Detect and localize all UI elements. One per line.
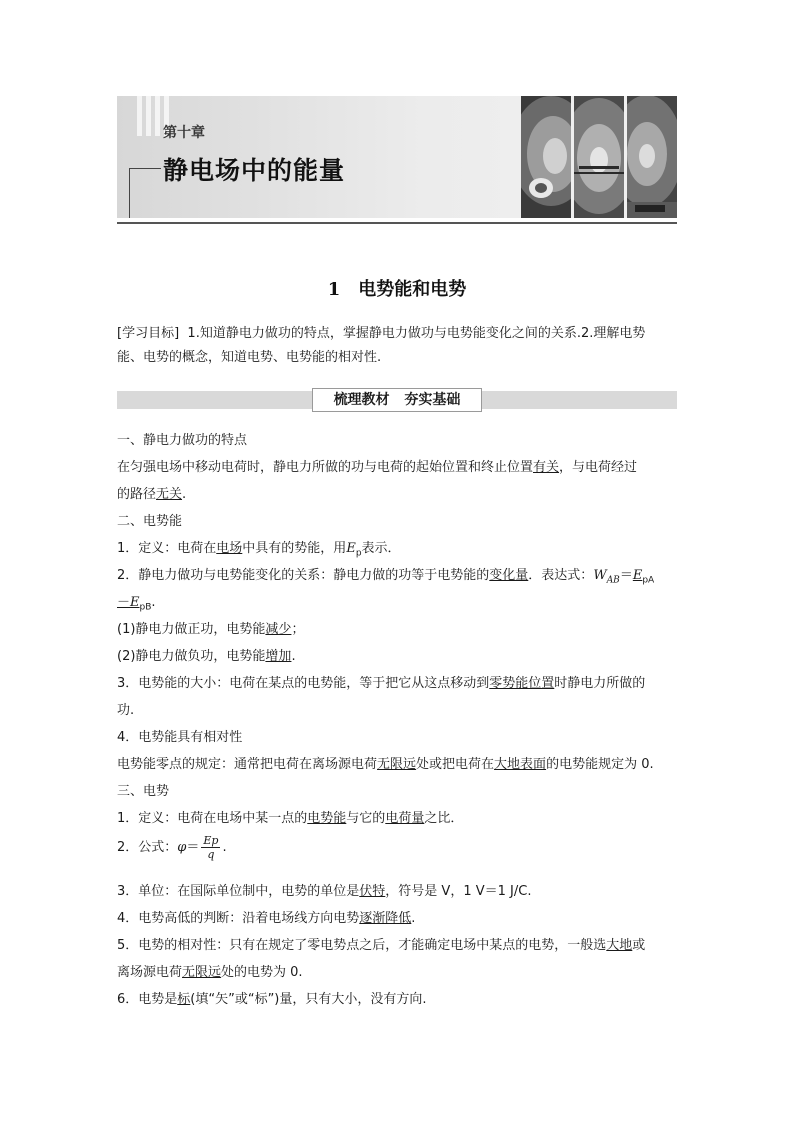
banner-bottom-rule — [117, 222, 677, 224]
answer-bianhualiang: 变化量 — [489, 568, 529, 583]
answer-biao: 标 — [177, 992, 191, 1007]
answer-dianshineng: 电势能 — [307, 811, 347, 826]
def-3-line-1: 3．电势能的大小：电荷在某点的电势能，等于把它从这点移动到零势能位置时静电力所做的 — [117, 676, 646, 691]
section-title-text: 电势能和电势 — [358, 279, 467, 300]
learning-objectives — [117, 322, 677, 370]
pot-def-6: 6．电势是标(填“矢”或“标”)量，只有大小，没有方向. — [117, 992, 427, 1007]
chapter-title: 静电场中的能量 — [163, 156, 346, 185]
answer-dadibiaomian: 大地表面 — [494, 757, 547, 772]
tunnel-photo-3 — [627, 96, 677, 218]
bar-label: 梳理教材 夯实基础 — [312, 388, 482, 412]
answer-zengjia: 增加 — [265, 649, 292, 664]
def-2-line-2: $-E_{pB}$. — [117, 595, 156, 613]
answer-zhujianjiangdi: 逐渐降低 — [359, 911, 412, 926]
pot-def-2: 2．公式：φ＝ $\frac{Ep}{q}$ . — [117, 834, 227, 861]
pot-def-4: 4．电势高低的判断：沿着电场线方向电势逐渐降低. — [117, 911, 416, 926]
heading-3: 三、电势 — [117, 784, 170, 799]
objectives-line-1: 1.知道静电力做功的特点，掌握静电力做功与电势能变化之间的关系.2.理解电势 — [187, 326, 646, 341]
answer-jianshao: 减少 — [265, 622, 292, 637]
heading-2: 二、电势能 — [117, 514, 183, 529]
answer-wuguan: 无关 — [156, 487, 183, 502]
answer-diangheliang: 电荷量 — [385, 811, 425, 826]
p1-line-1: 在匀强电场中移动电荷时，静电力所做的功与电荷的起始位置和终止位置有关，与电荷经过 — [117, 460, 638, 475]
banner-rule-horizontal — [129, 168, 161, 169]
section-title — [0, 275, 794, 301]
pot-def-1: 1．定义：电荷在电场中某一点的电势能与它的电荷量之比． — [117, 811, 464, 826]
answer-epb: $-E_{pB}$ — [117, 595, 152, 613]
section-number: 1 — [327, 279, 341, 300]
pot-def-3: 3．单位：在国际单位制中，电势的单位是伏特，符号是 V，1 V＝1 J/C. — [117, 884, 532, 899]
objectives-line-2: 能、电势的概念，知道电势、电势能的相对性. — [117, 350, 382, 365]
def-1: 1．定义：电荷在电场中具有的势能，用$E_p$表示． — [117, 541, 401, 559]
tunnel-photo-1 — [521, 96, 571, 218]
def-4: 4．电势能具有相对性 — [117, 730, 243, 745]
banner-rule-vertical — [129, 168, 130, 218]
answer-youguan: 有关 — [533, 460, 560, 475]
answer-wuxianyuan-2: 无限远 — [182, 965, 222, 980]
pot-def-5-line-1: 5．电势的相对性：只有在规定了零电势点之后，才能确定电场中某点的电势，一般选大地或 — [117, 938, 646, 953]
chapter-label: 第十章 — [163, 125, 205, 141]
sub-2: (2)静电力做负功，电势能增加. — [117, 649, 296, 664]
tunnel-photo-2 — [574, 96, 624, 218]
def-2-line-1: 2．静电力做功与电势能变化的关系：静电力做的功等于电势能的变化量．表达式：$W_{AB}=E_{pA}$ — [117, 568, 655, 586]
section-bar — [117, 391, 677, 409]
answer-dianchang: 电场 — [216, 541, 243, 556]
answer-epa: $E_{pA}$ — [632, 568, 655, 586]
def-5: 电势能零点的规定：通常把电荷在离场源电荷无限远处或把电荷在大地表面的电势能规定为 0. — [117, 757, 654, 772]
chapter-banner — [117, 96, 677, 218]
p1-line-2: 的路径无关. — [117, 487, 187, 502]
tunnel-photos — [521, 96, 677, 218]
heading-1: 一、静电力做功的特点 — [117, 433, 248, 448]
def-3-line-2: 功. — [117, 703, 135, 718]
answer-lingshineng: 零势能位置 — [489, 676, 555, 691]
pot-def-5-line-2: 离场源电荷无限远处的电势为 0. — [117, 965, 303, 980]
objectives-tag: [学习目标] — [117, 326, 180, 341]
sub-1: (1)静电力做正功，电势能减少； — [117, 622, 305, 637]
answer-wuxianyuan: 无限远 — [377, 757, 417, 772]
answer-dadi: 大地 — [606, 938, 633, 953]
formula-fraction: $\frac{Ep}{q}$ — [203, 834, 219, 861]
answer-fute: 伏特 — [359, 884, 386, 899]
